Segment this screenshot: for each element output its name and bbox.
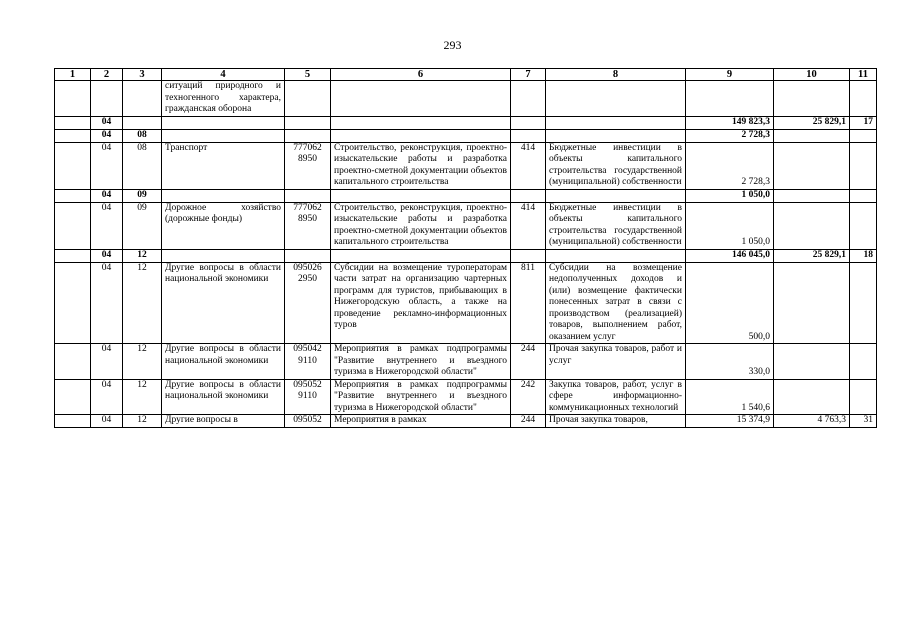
section-code-cell: 04 [91,415,123,428]
expense-name-cell: Закупка товаров, работ, услуг в сфере информационно-коммуникационных технологий [546,379,686,415]
article-name-cell: Мероприятия в рамках подпрограммы "Развитие внутреннего и въездного туризма в Нижегородской области" [331,379,511,415]
target-article-cell [285,129,331,142]
amount-cell: 15 374,9 [686,415,774,428]
subsection-code-cell: 08 [123,142,162,189]
amount-2-cell: 25 829,1 [774,116,850,129]
col-1-cell [55,415,91,428]
section-name-cell: ситуаций природного и техногенного характера, гражданская оборона [162,81,285,117]
amount-2-cell [774,262,850,344]
col-1-cell [55,202,91,249]
amount-cell: 146 045,0 [686,249,774,262]
expense-type-cell: 414 [511,142,546,189]
amount-2-cell [774,129,850,142]
amount-cell: 2 728,3 [686,142,774,189]
amount-cell: 330,0 [686,344,774,380]
expense-name-cell [546,189,686,202]
table-row [55,202,877,249]
target-article-cell: 777062 8950 [285,202,331,249]
subsection-code-cell [123,116,162,129]
section-name-cell [162,129,285,142]
section-code-cell: 04 [91,116,123,129]
subsection-code-cell: 09 [123,189,162,202]
header-cell: 6 [331,69,511,81]
section-code-cell: 04 [91,249,123,262]
subsection-code-cell: 12 [123,379,162,415]
expense-type-cell: 811 [511,262,546,344]
article-name-cell: Строительство, реконструкция, проектно-изыскательские работы и разработка проектно-сметной документации объектов капитального строительства [331,202,511,249]
amount-cell: 1 050,0 [686,189,774,202]
expense-name-cell [546,116,686,129]
section-name-cell: Другие вопросы в области национальной экономики [162,344,285,380]
article-name-cell: Мероприятия в рамках [331,415,511,428]
header-cell: 4 [162,69,285,81]
col-11-cell [850,129,877,142]
expense-type-cell: 244 [511,344,546,380]
amount-2-cell: 4 763,3 [774,415,850,428]
article-name-cell [331,249,511,262]
col-11-cell [850,379,877,415]
col-11-cell [850,262,877,344]
subsection-code-cell: 12 [123,249,162,262]
amount-2-cell [774,142,850,189]
header-cell: 8 [546,69,686,81]
col-1-cell [55,379,91,415]
expense-type-cell [511,81,546,117]
amount-cell: 1 540,6 [686,379,774,415]
table-row [55,142,877,189]
target-article-cell [285,189,331,202]
amount-cell: 149 823,3 [686,116,774,129]
amount-cell: 2 728,3 [686,129,774,142]
col-1-cell [55,142,91,189]
amount-cell: 500,0 [686,262,774,344]
subsection-code-cell: 12 [123,344,162,380]
expense-type-cell: 244 [511,415,546,428]
expense-type-cell [511,189,546,202]
section-code-cell: 04 [91,129,123,142]
col-1-cell [55,81,91,117]
expense-type-cell: 414 [511,202,546,249]
amount-cell: 1 050,0 [686,202,774,249]
section-name-cell [162,249,285,262]
expense-name-cell: Бюджетные инвестиции в объекты капитального строительства государственной (муниципальной) собственности [546,142,686,189]
expense-name-cell: Субсидии на возмещение недополученных доходов и (или) возмещение фактически понесенных затрат в связи с производством (реализацией) товаров, выполнением работ, оказанием услуг [546,262,686,344]
header-row [55,69,877,81]
article-name-cell [331,189,511,202]
target-article-cell [285,116,331,129]
target-article-cell: 777062 8950 [285,142,331,189]
col-11-cell [850,344,877,380]
header-cell: 3 [123,69,162,81]
expense-name-cell [546,249,686,262]
section-code-cell: 04 [91,379,123,415]
table-row [55,262,877,344]
subsection-code-cell: 12 [123,262,162,344]
expense-type-cell [511,129,546,142]
section-name-cell: Дорожное хозяйство (дорожные фонды) [162,202,285,249]
subsection-code-cell: 12 [123,415,162,428]
section-name-cell: Другие вопросы в области национальной экономики [162,379,285,415]
section-code-cell: 04 [91,344,123,380]
table-row [55,249,877,262]
target-article-cell: 095052 9110 [285,379,331,415]
expense-name-cell: Бюджетные инвестиции в объекты капитального строительства государственной (муниципальной) собственности [546,202,686,249]
amount-2-cell [774,189,850,202]
amount-2-cell [774,81,850,117]
col-1-cell [55,262,91,344]
amount-2-cell: 25 829,1 [774,249,850,262]
page-number: 293 [443,38,462,52]
col-1-cell [55,344,91,380]
target-article-cell [285,81,331,117]
section-code-cell [91,81,123,117]
table-row [55,116,877,129]
article-name-cell: Субсидии на возмещение туроператорам части затрат на организацию чартерных программ для туристов, прибывающих в Нижегородскую область, а также на проведение рекламно-информационных туров [331,262,511,344]
target-article-cell: 095026 2950 [285,262,331,344]
col-11-cell [850,189,877,202]
table-row [55,81,877,117]
section-name-cell [162,189,285,202]
subsection-code-cell: 08 [123,129,162,142]
article-name-cell [331,81,511,117]
expense-type-cell [511,249,546,262]
expense-name-cell [546,81,686,117]
table-row [55,379,877,415]
amount-cell [686,81,774,117]
table-row [55,344,877,380]
amount-2-cell [774,379,850,415]
table-row [55,189,877,202]
expense-type-cell [511,116,546,129]
expense-name-cell: Прочая закупка товаров, работ и услуг [546,344,686,380]
header-cell: 11 [850,69,877,81]
header-cell: 7 [511,69,546,81]
budget-table [54,68,877,428]
section-name-cell: Транспорт [162,142,285,189]
section-code-cell: 04 [91,262,123,344]
section-name-cell: Другие вопросы в области национальной экономики [162,262,285,344]
article-name-cell [331,129,511,142]
target-article-cell [285,249,331,262]
amount-2-cell [774,202,850,249]
col-11-cell [850,142,877,189]
header-cell: 1 [55,69,91,81]
amount-2-cell [774,344,850,380]
expense-name-cell [546,129,686,142]
section-code-cell: 04 [91,202,123,249]
section-code-cell: 04 [91,142,123,189]
table-row [55,415,877,428]
table-row [55,129,877,142]
col-11-cell: 17 [850,116,877,129]
col-1-cell [55,116,91,129]
header-cell: 10 [774,69,850,81]
col-1-cell [55,129,91,142]
target-article-cell: 095052 [285,415,331,428]
article-name-cell: Строительство, реконструкция, проектно-изыскательские работы и разработка проектно-сметной документации объектов капитального строительства [331,142,511,189]
section-name-cell [162,116,285,129]
article-name-cell [331,116,511,129]
target-article-cell: 095042 9110 [285,344,331,380]
subsection-code-cell [123,81,162,117]
col-11-cell: 31 [850,415,877,428]
subsection-code-cell: 09 [123,202,162,249]
section-name-cell: Другие вопросы в [162,415,285,428]
header-cell: 5 [285,69,331,81]
col-11-cell: 18 [850,249,877,262]
header-cell: 9 [686,69,774,81]
header-cell: 2 [91,69,123,81]
col-11-cell [850,202,877,249]
col-1-cell [55,189,91,202]
section-code-cell: 04 [91,189,123,202]
col-1-cell [55,249,91,262]
expense-type-cell: 242 [511,379,546,415]
article-name-cell: Мероприятия в рамках подпрограммы "Развитие внутреннего и въездного туризма в Нижегородской области" [331,344,511,380]
expense-name-cell: Прочая закупка товаров, [546,415,686,428]
col-11-cell [850,81,877,117]
